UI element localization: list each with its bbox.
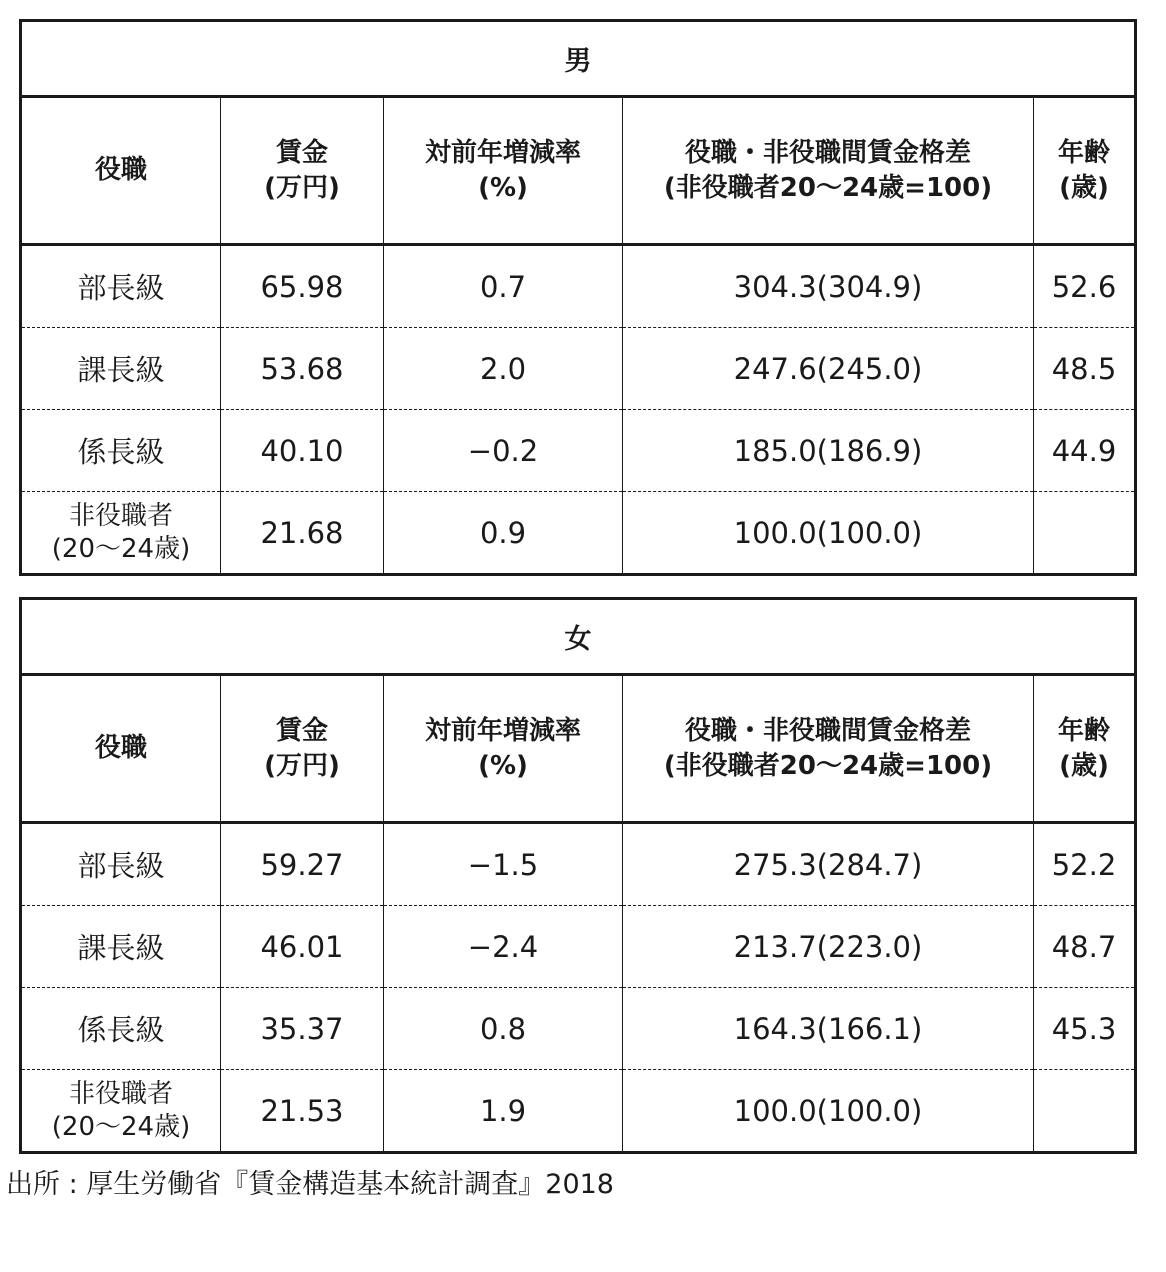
age-cell: 45.3 bbox=[1034, 988, 1136, 1070]
header-wage: 賃金 (万円) bbox=[221, 675, 384, 823]
position-cell: 課長級 bbox=[21, 906, 221, 988]
table-row bbox=[21, 823, 1136, 906]
header-wage-gap: 役職・非役職間賃金格差 (非役職者20〜24歳=100) bbox=[623, 97, 1034, 245]
header-age: 年齢 (歳) bbox=[1034, 675, 1136, 823]
header-age: 年齢 (歳) bbox=[1034, 97, 1136, 245]
header-change-rate: 対前年増減率 (%) bbox=[384, 97, 623, 245]
age-cell bbox=[1034, 492, 1136, 575]
age-cell: 52.2 bbox=[1034, 823, 1136, 906]
gap-cell: 100.0(100.0) bbox=[623, 1070, 1034, 1153]
header-change-rate: 対前年増減率 (%) bbox=[384, 675, 623, 823]
gap-cell: 275.3(284.7) bbox=[623, 823, 1034, 906]
change-cell: 2.0 bbox=[384, 328, 623, 410]
gap-cell: 185.0(186.9) bbox=[623, 410, 1034, 492]
header-wage-gap: 役職・非役職間賃金格差 (非役職者20〜24歳=100) bbox=[623, 675, 1034, 823]
change-cell: −2.4 bbox=[384, 906, 623, 988]
gap-cell: 213.7(223.0) bbox=[623, 906, 1034, 988]
gap-cell: 304.3(304.9) bbox=[623, 245, 1034, 328]
position-cell: 部長級 bbox=[21, 823, 221, 906]
table-row bbox=[21, 492, 1136, 575]
source-note: 出所 : 厚生労働省『賃金構造基本統計調査』2018 bbox=[6, 1169, 614, 1200]
wage-cell: 65.98 bbox=[221, 245, 384, 328]
position-cell: 部長級 bbox=[21, 245, 221, 328]
table-row bbox=[21, 1070, 1136, 1153]
wage-cell: 40.10 bbox=[221, 410, 384, 492]
change-cell: 0.9 bbox=[384, 492, 623, 575]
table-row bbox=[21, 245, 1136, 328]
change-cell: −0.2 bbox=[384, 410, 623, 492]
table-row bbox=[21, 988, 1136, 1070]
table-row bbox=[21, 328, 1136, 410]
wage-cell: 53.68 bbox=[221, 328, 384, 410]
age-cell bbox=[1034, 1070, 1136, 1153]
header-wage: 賃金 (万円) bbox=[221, 97, 384, 245]
position-cell: 非役職者 (20〜24歳) bbox=[21, 1070, 221, 1153]
table-row bbox=[21, 906, 1136, 988]
change-cell: −1.5 bbox=[384, 823, 623, 906]
wage-cell: 59.27 bbox=[221, 823, 384, 906]
age-cell: 48.5 bbox=[1034, 328, 1136, 410]
wage-cell: 46.01 bbox=[221, 906, 384, 988]
wage-cell: 21.68 bbox=[221, 492, 384, 575]
wage-cell: 21.53 bbox=[221, 1070, 384, 1153]
gap-cell: 164.3(166.1) bbox=[623, 988, 1034, 1070]
position-cell: 課長級 bbox=[21, 328, 221, 410]
position-cell: 係長級 bbox=[21, 988, 221, 1070]
change-cell: 0.7 bbox=[384, 245, 623, 328]
wage-cell: 35.37 bbox=[221, 988, 384, 1070]
header-row bbox=[21, 675, 1136, 823]
gap-cell: 247.6(245.0) bbox=[623, 328, 1034, 410]
header-row bbox=[21, 97, 1136, 245]
male-wage-table bbox=[19, 19, 1137, 576]
header-position: 役職 bbox=[21, 97, 221, 245]
age-cell: 44.9 bbox=[1034, 410, 1136, 492]
age-cell: 52.6 bbox=[1034, 245, 1136, 328]
change-cell: 0.8 bbox=[384, 988, 623, 1070]
table-title: 女 bbox=[21, 599, 1136, 675]
position-cell: 係長級 bbox=[21, 410, 221, 492]
female-wage-table bbox=[19, 597, 1137, 1154]
change-cell: 1.9 bbox=[384, 1070, 623, 1153]
position-cell: 非役職者 (20〜24歳) bbox=[21, 492, 221, 575]
header-position: 役職 bbox=[21, 675, 221, 823]
table-row bbox=[21, 410, 1136, 492]
gap-cell: 100.0(100.0) bbox=[623, 492, 1034, 575]
table-title: 男 bbox=[21, 21, 1136, 97]
age-cell: 48.7 bbox=[1034, 906, 1136, 988]
